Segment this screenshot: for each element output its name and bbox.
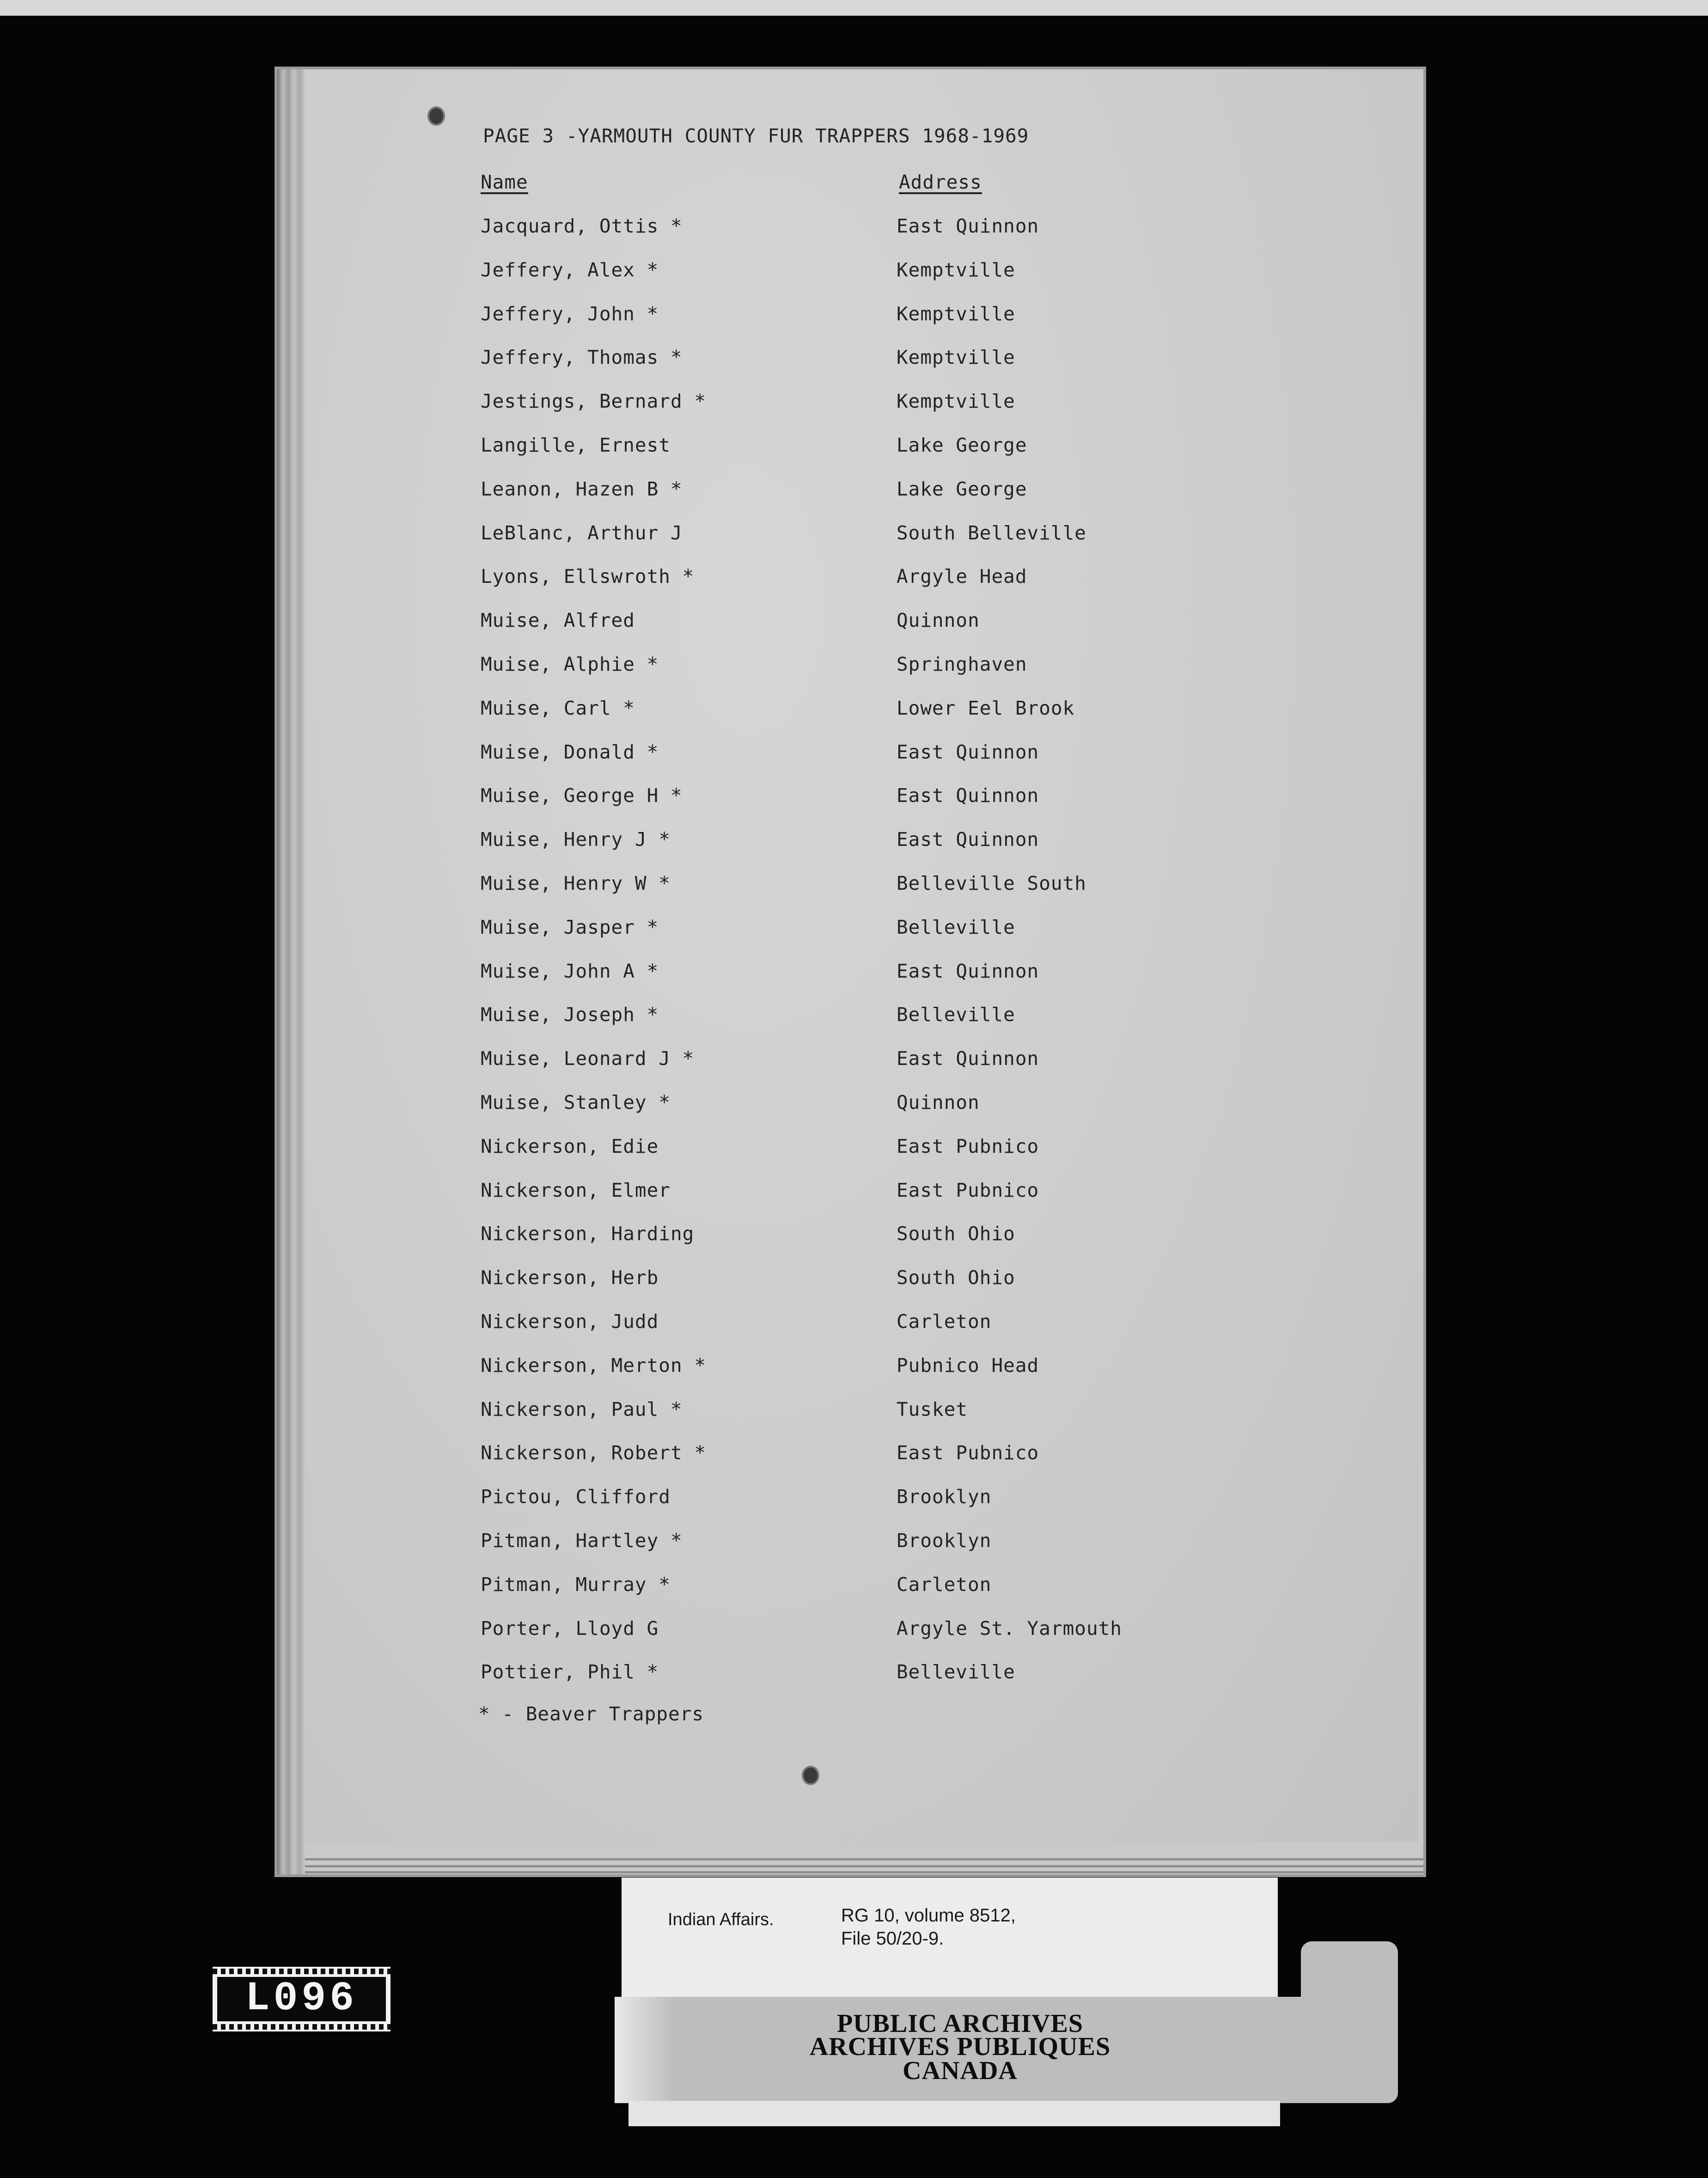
- table-row: [0, 1661, 1708, 1705]
- stamp-line-country: CANADA: [903, 2056, 1018, 2085]
- trapper-address: East Pubnico: [897, 1442, 1039, 1464]
- trapper-name: Muise, George H *: [481, 784, 683, 807]
- trapper-name: Jestings, Bernard *: [481, 390, 706, 413]
- trapper-address: Pubnico Head: [897, 1354, 1039, 1377]
- trapper-name: Nickerson, Merton *: [481, 1354, 706, 1377]
- table-row: [0, 303, 1708, 347]
- trapper-name: Nickerson, Herb: [481, 1266, 659, 1289]
- trapper-name: Muise, John A *: [481, 960, 659, 982]
- table-row: [0, 346, 1708, 390]
- table-row: [0, 215, 1708, 259]
- trapper-address: Argyle Head: [897, 565, 1027, 588]
- table-row: [0, 259, 1708, 303]
- table-row: [0, 1573, 1708, 1617]
- stamp-line-english: PUBLIC ARCHIVES: [836, 2009, 1084, 2038]
- table-row: [0, 1398, 1708, 1442]
- trapper-name: Pitman, Hartley *: [481, 1529, 683, 1552]
- table-row: [0, 434, 1708, 478]
- trapper-address: South Ohio: [897, 1266, 1015, 1289]
- trapper-address: Kemptville: [897, 390, 1015, 413]
- trapper-address: Brooklyn: [897, 1529, 992, 1552]
- table-row: [0, 1179, 1708, 1223]
- table-row: [0, 609, 1708, 653]
- trapper-name: Muise, Alfred: [481, 609, 635, 632]
- trapper-address: South Belleville: [897, 521, 1086, 544]
- table-row: [0, 565, 1708, 609]
- table-row: [0, 1135, 1708, 1179]
- trapper-name: Jeffery, John *: [481, 302, 659, 325]
- table-row: [0, 1047, 1708, 1091]
- trapper-address: East Quinnon: [897, 960, 1039, 982]
- punch-hole-top: [427, 106, 445, 126]
- archive-stamp-card: [615, 1997, 1398, 2103]
- trapper-address: Kemptville: [897, 302, 1015, 325]
- table-row: [0, 697, 1708, 741]
- trapper-name: Lyons, Ellswroth *: [481, 565, 695, 588]
- card-tab: [1301, 1941, 1398, 2001]
- trapper-address: Quinnon: [897, 1091, 980, 1113]
- table-row: [0, 960, 1708, 1004]
- trapper-address: Tusket: [897, 1398, 968, 1420]
- trapper-name: Pottier, Phil *: [481, 1661, 659, 1683]
- trapper-name: Jacquard, Ottis *: [481, 215, 683, 237]
- trapper-name: Nickerson, Harding: [481, 1223, 695, 1245]
- trapper-address: Carleton: [897, 1573, 992, 1596]
- table-row: [0, 478, 1708, 522]
- trapper-address: Lake George: [897, 434, 1027, 456]
- trapper-name: Muise, Stanley *: [481, 1091, 671, 1113]
- trapper-name: Nickerson, Edie: [481, 1135, 659, 1157]
- trapper-address: East Pubnico: [897, 1179, 1039, 1201]
- table-row: [0, 1091, 1708, 1135]
- trapper-name: LeBlanc, Arthur J: [481, 521, 683, 544]
- trapper-address: Belleville South: [897, 872, 1086, 894]
- table-row: [0, 741, 1708, 785]
- trapper-name: Muise, Donald *: [481, 740, 659, 763]
- table-row: [0, 1486, 1708, 1529]
- table-row: [0, 872, 1708, 916]
- trapper-address: East Quinnon: [897, 215, 1039, 237]
- trapper-name: Pictou, Clifford: [481, 1486, 671, 1508]
- trapper-name: Leanon, Hazen B *: [481, 477, 683, 500]
- trapper-list: [0, 215, 1708, 1705]
- trapper-name: Jeffery, Thomas *: [481, 346, 683, 369]
- scan-frame-top-edge: [0, 0, 1708, 16]
- table-row: [0, 1354, 1708, 1398]
- trapper-address: East Quinnon: [897, 828, 1039, 851]
- trapper-name: Muise, Henry W *: [481, 872, 671, 894]
- trapper-address: Lake George: [897, 477, 1027, 500]
- trapper-name: Nickerson, Paul *: [481, 1398, 683, 1420]
- punch-hole-bottom: [802, 1766, 819, 1785]
- trapper-address: Belleville: [897, 1003, 1015, 1026]
- trapper-address: Belleville: [897, 1661, 1015, 1683]
- frame-counter: [213, 1967, 390, 2031]
- document-title: PAGE 3 -YARMOUTH COUNTY FUR TRAPPERS 1968-1969: [483, 125, 1029, 147]
- trapper-name: Muise, Jasper *: [481, 916, 659, 938]
- column-header-name: Name: [481, 171, 528, 193]
- trapper-name: Nickerson, Robert *: [481, 1442, 706, 1464]
- reference-volume: RG 10, volume 8512,: [841, 1905, 1016, 1926]
- table-row: [0, 1442, 1708, 1486]
- table-row: [0, 1529, 1708, 1573]
- table-row: [0, 1310, 1708, 1354]
- trapper-address: South Ohio: [897, 1223, 1015, 1245]
- trapper-name: Porter, Lloyd G: [481, 1617, 659, 1640]
- table-row: [0, 784, 1708, 828]
- trapper-address: Quinnon: [897, 609, 980, 632]
- trapper-name: Muise, Joseph *: [481, 1003, 659, 1026]
- archive-reference-card: [622, 1878, 1278, 2007]
- table-row: [0, 1617, 1708, 1661]
- trapper-address: Kemptville: [897, 258, 1015, 281]
- card-underlay: [628, 2101, 1280, 2126]
- reference-file: File 50/20-9.: [841, 1928, 944, 1949]
- trapper-name: Pitman, Murray *: [481, 1573, 671, 1596]
- footnote: * - Beaver Trappers: [478, 1703, 704, 1725]
- table-row: [0, 916, 1708, 960]
- table-row: [0, 828, 1708, 872]
- trapper-address: East Quinnon: [897, 740, 1039, 763]
- table-row: [0, 1223, 1708, 1266]
- department-label: Indian Affairs.: [668, 1910, 774, 1929]
- trapper-address: Belleville: [897, 916, 1015, 938]
- trapper-address: Carleton: [897, 1310, 992, 1333]
- table-row: [0, 653, 1708, 697]
- trapper-address: Argyle St. Yarmouth: [897, 1617, 1122, 1640]
- stamp-line-french: ARCHIVES PUBLIQUES: [809, 2032, 1111, 2061]
- trapper-name: Nickerson, Elmer: [481, 1179, 671, 1201]
- trapper-address: East Quinnon: [897, 1047, 1039, 1070]
- table-row: [0, 390, 1708, 434]
- trapper-name: Langille, Ernest: [481, 434, 671, 456]
- table-row: [0, 522, 1708, 566]
- trapper-address: East Pubnico: [897, 1135, 1039, 1157]
- frame-counter-digits: L096: [217, 1977, 386, 2021]
- trapper-name: Jeffery, Alex *: [481, 258, 659, 281]
- trapper-name: Muise, Carl *: [481, 697, 635, 719]
- trapper-name: Muise, Leonard J *: [481, 1047, 695, 1070]
- trapper-address: East Quinnon: [897, 784, 1039, 807]
- trapper-name: Muise, Henry J *: [481, 828, 671, 851]
- trapper-address: Lower Eel Brook: [897, 697, 1075, 719]
- trapper-address: Brooklyn: [897, 1486, 992, 1508]
- table-row: [0, 1003, 1708, 1047]
- table-row: [0, 1266, 1708, 1310]
- trapper-address: Kemptville: [897, 346, 1015, 369]
- trapper-name: Nickerson, Judd: [481, 1310, 659, 1333]
- trapper-name: Muise, Alphie *: [481, 653, 659, 675]
- trapper-address: Springhaven: [897, 653, 1027, 675]
- column-header-address: Address: [899, 171, 982, 193]
